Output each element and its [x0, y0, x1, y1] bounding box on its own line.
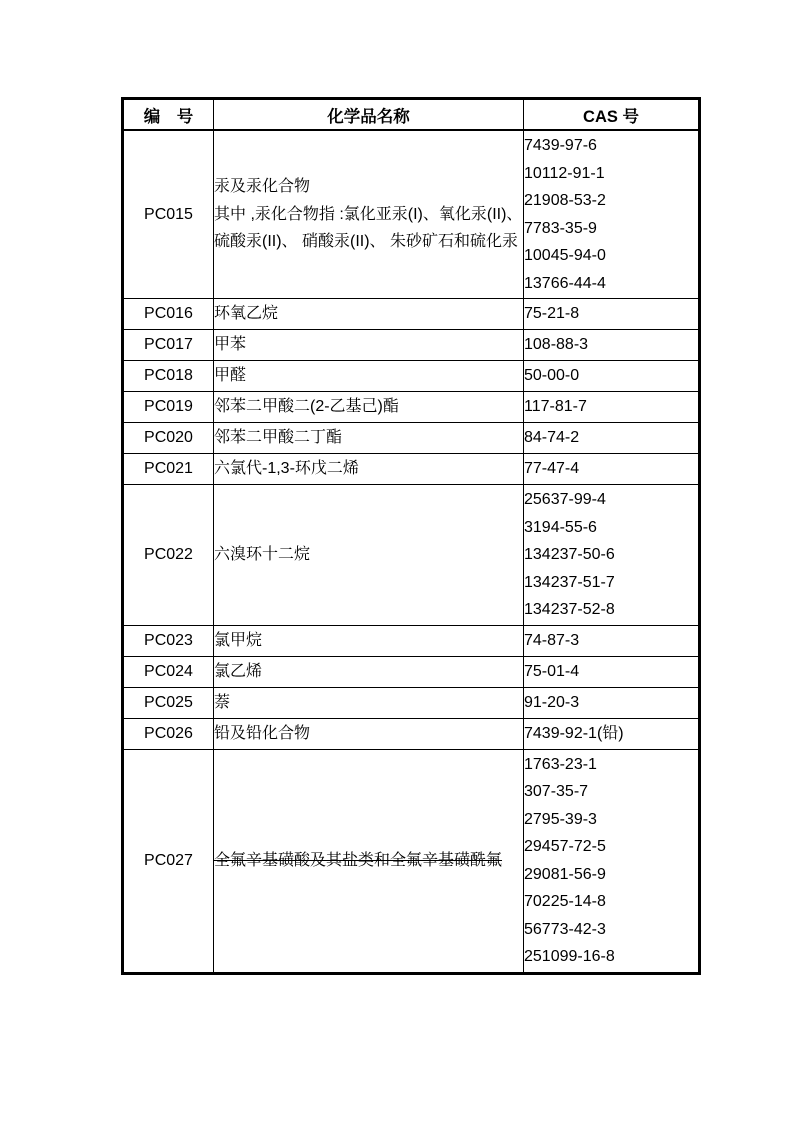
name-cell — [214, 330, 524, 361]
table-row — [123, 130, 700, 299]
name-line: 汞及汞化合物 — [214, 178, 311, 196]
cas-value: 70225-14-8 — [524, 893, 606, 910]
name-cell — [214, 423, 524, 454]
chemicals-table — [121, 97, 701, 975]
cas-value: 7439-97-6 — [524, 137, 597, 154]
cas-cell — [524, 625, 700, 656]
cas-value: 134237-51-7 — [524, 573, 615, 591]
code-cell — [123, 687, 214, 718]
name-line: 甲醛 — [214, 367, 247, 385]
cas-value: 77-47-4 — [524, 460, 580, 478]
code-value: PC024 — [144, 662, 193, 680]
cas-value: 75-21-8 — [524, 305, 580, 323]
code-cell — [123, 749, 214, 973]
code-cell — [123, 718, 214, 749]
name-cell — [214, 361, 524, 392]
cas-cell — [524, 392, 700, 423]
cas-value: 10045-94-0 — [524, 247, 606, 264]
name-cell — [214, 392, 524, 423]
chemicals-table-container — [121, 97, 698, 975]
name-cell — [214, 485, 524, 626]
col-header-code: 编 号 — [123, 99, 214, 131]
table-row — [123, 656, 700, 687]
code-value: PC026 — [144, 724, 193, 742]
cas-value: 50-00-0 — [524, 367, 580, 385]
name-cell — [214, 718, 524, 749]
code-cell — [123, 299, 214, 330]
name-line: 氯甲烷 — [214, 631, 263, 649]
cas-cell — [524, 423, 700, 454]
name-cell — [214, 625, 524, 656]
name-cell — [214, 749, 524, 973]
name-line: 其中 ,汞化合物指 :氯化亚汞(I)、氧化汞(II)、 — [214, 205, 523, 223]
cas-value: 56773-42-3 — [524, 920, 606, 938]
code-value: PC016 — [144, 305, 193, 323]
code-cell — [123, 485, 214, 626]
name-line: 全氟辛基磺酸及其盐类和全氟辛基磺酰氟 — [214, 851, 503, 869]
cas-value: 29457-72-5 — [524, 838, 606, 855]
cas-value: 134237-52-8 — [524, 601, 615, 618]
name-line: 环氧乙烷 — [214, 305, 279, 323]
code-value: PC017 — [144, 336, 193, 354]
cas-value: 10112-91-1 — [524, 164, 605, 182]
cas-cell — [524, 299, 700, 330]
cas-cell — [524, 687, 700, 718]
cas-value: 307-35-7 — [524, 783, 589, 800]
cas-value: 74-87-3 — [524, 631, 580, 649]
cas-value: 21908-53-2 — [524, 192, 606, 209]
code-value: PC023 — [144, 631, 193, 649]
cas-cell — [524, 330, 700, 361]
table-row — [123, 423, 700, 454]
cas-cell — [524, 718, 700, 749]
code-value: PC015 — [144, 205, 193, 223]
cas-value: 84-74-2 — [524, 429, 580, 447]
col-header-cas: CAS 号 — [524, 99, 700, 131]
cas-value: 29081-56-9 — [524, 865, 606, 883]
code-value: PC020 — [144, 429, 193, 447]
name-line: 邻苯二甲酸二(2-乙基己)酯 — [214, 398, 399, 416]
cas-cell — [524, 130, 700, 299]
cas-value: 134237-50-6 — [524, 546, 615, 563]
code-cell — [123, 625, 214, 656]
table-row — [123, 718, 700, 749]
cas-value: 3194-55-6 — [524, 518, 597, 536]
cas-cell — [524, 656, 700, 687]
cas-cell — [524, 454, 700, 485]
table-row — [123, 454, 700, 485]
name-line: 六氯代-1,3-环戊二烯 — [214, 460, 359, 478]
name-line: 硫酸汞(II)、 硝酸汞(II)、 朱砂矿石和硫化汞 — [214, 233, 518, 251]
name-cell — [214, 299, 524, 330]
table-row — [123, 485, 700, 626]
code-value: PC021 — [144, 460, 193, 478]
table-row — [123, 749, 700, 973]
name-cell — [214, 454, 524, 485]
name-line: 甲苯 — [214, 336, 247, 354]
code-value: PC027 — [144, 851, 193, 869]
name-cell — [214, 687, 524, 718]
code-cell — [123, 423, 214, 454]
name-line: 邻苯二甲酸二丁酯 — [214, 429, 343, 447]
name-cell — [214, 656, 524, 687]
code-value: PC018 — [144, 367, 193, 385]
table-row — [123, 392, 700, 423]
cas-cell — [524, 485, 700, 626]
header-row — [123, 99, 700, 131]
code-cell — [123, 330, 214, 361]
cas-value: 108-88-3 — [524, 336, 589, 354]
cas-value: 25637-99-4 — [524, 491, 606, 508]
cas-cell — [524, 361, 700, 392]
table-row — [123, 330, 700, 361]
cas-value: 117-81-7 — [524, 398, 587, 416]
name-line: 六溴环十二烷 — [214, 546, 311, 563]
cas-value: 7783-35-9 — [524, 219, 597, 237]
code-value: PC022 — [144, 546, 193, 563]
code-cell — [123, 130, 214, 299]
cas-value: 7439-92-1(铅) — [524, 724, 624, 742]
code-value: PC019 — [144, 398, 193, 416]
table-row — [123, 299, 700, 330]
col-header-name: 化学品名称 — [214, 99, 524, 131]
cas-value: 251099-16-8 — [524, 948, 615, 965]
table-row — [123, 625, 700, 656]
cas-value: 13766-44-4 — [524, 274, 606, 292]
cas-cell — [524, 749, 700, 973]
cas-value: 75-01-4 — [524, 662, 580, 680]
code-cell — [123, 392, 214, 423]
cas-value: 1763-23-1 — [524, 755, 597, 773]
name-line: 氯乙烯 — [214, 662, 263, 680]
table-row — [123, 361, 700, 392]
code-cell — [123, 656, 214, 687]
code-cell — [123, 454, 214, 485]
table-row — [123, 687, 700, 718]
cas-value: 91-20-3 — [524, 693, 580, 711]
name-line: 萘 — [214, 693, 231, 711]
name-cell — [214, 130, 524, 299]
name-line: 铅及铅化合物 — [214, 724, 311, 742]
code-value: PC025 — [144, 693, 193, 711]
cas-value: 2795-39-3 — [524, 810, 597, 828]
code-cell — [123, 361, 214, 392]
